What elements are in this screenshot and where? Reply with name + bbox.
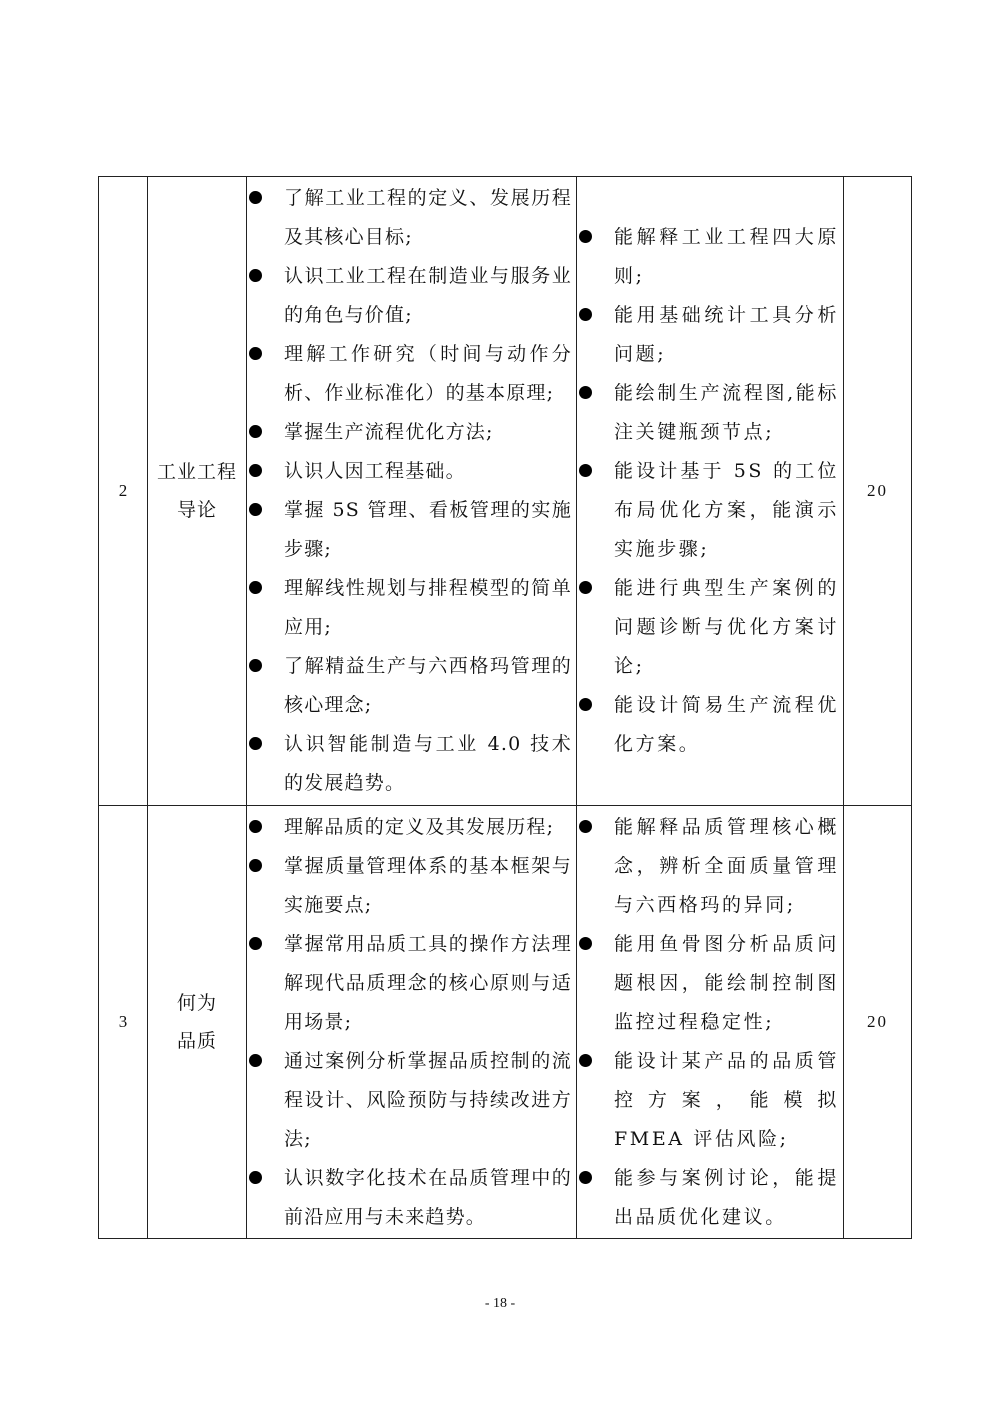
module-name-line: 品质 bbox=[176, 1030, 217, 1052]
list-item: 认识工业工程在制造业与服务业的角色与价值; bbox=[247, 257, 576, 335]
hours-value: 20 bbox=[844, 806, 912, 1239]
list-item: 能设计某产品的品质管控方案，能模拟 FMEA 评估风险; bbox=[577, 1042, 843, 1159]
list-item: 能设计基于 5S 的工位布局优化方案，能演示实施步骤; bbox=[577, 452, 843, 569]
list-item: 能设计简易生产流程优化方案。 bbox=[577, 686, 843, 764]
module-name-line: 导论 bbox=[176, 499, 217, 521]
bullet-icon bbox=[579, 820, 592, 833]
ability-cell bbox=[577, 177, 844, 806]
row-number: 2 bbox=[99, 177, 148, 806]
bullet-icon bbox=[249, 464, 262, 477]
bullet-icon bbox=[579, 698, 592, 711]
knowledge-cell bbox=[247, 806, 577, 1239]
module-name bbox=[148, 806, 247, 1239]
list-item: 通过案例分析掌握品质控制的流程设计、风险预防与持续改进方法; bbox=[247, 1042, 576, 1159]
module-name-line: 何为 bbox=[176, 992, 217, 1014]
bullet-icon bbox=[249, 347, 262, 360]
bullet-icon bbox=[249, 859, 262, 872]
bullet-icon bbox=[249, 581, 262, 594]
list-item: 认识人因工程基础。 bbox=[247, 452, 576, 491]
bullet-icon bbox=[579, 230, 592, 243]
bullet-icon bbox=[249, 425, 262, 438]
bullet-icon bbox=[579, 1054, 592, 1067]
bullet-icon bbox=[249, 659, 262, 672]
bullet-icon bbox=[579, 308, 592, 321]
list-item: 能进行典型生产案例的问题诊断与优化方案讨论; bbox=[577, 569, 843, 686]
ability-list bbox=[577, 808, 843, 1237]
table-row bbox=[99, 177, 912, 806]
list-item: 掌握 5S 管理、看板管理的实施步骤; bbox=[247, 491, 576, 569]
list-item: 能解释工业工程四大原则; bbox=[577, 218, 843, 296]
knowledge-cell bbox=[247, 177, 577, 806]
knowledge-list bbox=[247, 808, 576, 1237]
bullet-icon bbox=[249, 1171, 262, 1184]
list-item: 掌握常用品质工具的操作方法理解现代品质理念的核心原则与适用场景; bbox=[247, 925, 576, 1042]
ability-cell bbox=[577, 806, 844, 1239]
list-item: 认识智能制造与工业 4.0 技术的发展趋势。 bbox=[247, 725, 576, 803]
list-item: 能解释品质管理核心概念，辨析全面质量管理与六西格玛的异同; bbox=[577, 808, 843, 925]
bullet-icon bbox=[579, 937, 592, 950]
list-item: 能绘制生产流程图,能标注关键瓶颈节点; bbox=[577, 374, 843, 452]
bullet-icon bbox=[579, 464, 592, 477]
list-item: 理解工作研究（时间与动作分析、作业标准化）的基本原理; bbox=[247, 335, 576, 413]
table-row bbox=[99, 806, 912, 1239]
list-item: 掌握生产流程优化方法; bbox=[247, 413, 576, 452]
bullet-icon bbox=[249, 737, 262, 750]
list-item: 认识数字化技术在品质管理中的前沿应用与未来趋势。 bbox=[247, 1159, 576, 1237]
module-name-line: 工业工程 bbox=[156, 461, 237, 483]
bullet-icon bbox=[249, 191, 262, 204]
list-item: 能用鱼骨图分析品质问题根因，能绘制控制图监控过程稳定性; bbox=[577, 925, 843, 1042]
course-table bbox=[98, 176, 912, 1239]
list-item: 理解线性规划与排程模型的简单应用; bbox=[247, 569, 576, 647]
bullet-icon bbox=[579, 386, 592, 399]
ability-list bbox=[577, 218, 843, 764]
list-item: 能用基础统计工具分析问题; bbox=[577, 296, 843, 374]
list-item: 了解精益生产与六西格玛管理的核心理念; bbox=[247, 647, 576, 725]
list-item: 能参与案例讨论，能提出品质优化建议。 bbox=[577, 1159, 843, 1237]
bullet-icon bbox=[579, 1171, 592, 1184]
knowledge-list bbox=[247, 179, 576, 803]
module-name bbox=[148, 177, 247, 806]
bullet-icon bbox=[579, 581, 592, 594]
row-number: 3 bbox=[99, 806, 148, 1239]
page-number: - 18 - bbox=[484, 1296, 516, 1311]
bullet-icon bbox=[249, 820, 262, 833]
hours-value: 20 bbox=[844, 177, 912, 806]
bullet-icon bbox=[249, 937, 262, 950]
list-item: 掌握质量管理体系的基本框架与实施要点; bbox=[247, 847, 576, 925]
bullet-icon bbox=[249, 269, 262, 282]
bullet-icon bbox=[249, 1054, 262, 1067]
list-item: 了解工业工程的定义、发展历程及其核心目标; bbox=[247, 179, 576, 257]
bullet-icon bbox=[249, 503, 262, 516]
list-item: 理解品质的定义及其发展历程; bbox=[247, 808, 576, 847]
